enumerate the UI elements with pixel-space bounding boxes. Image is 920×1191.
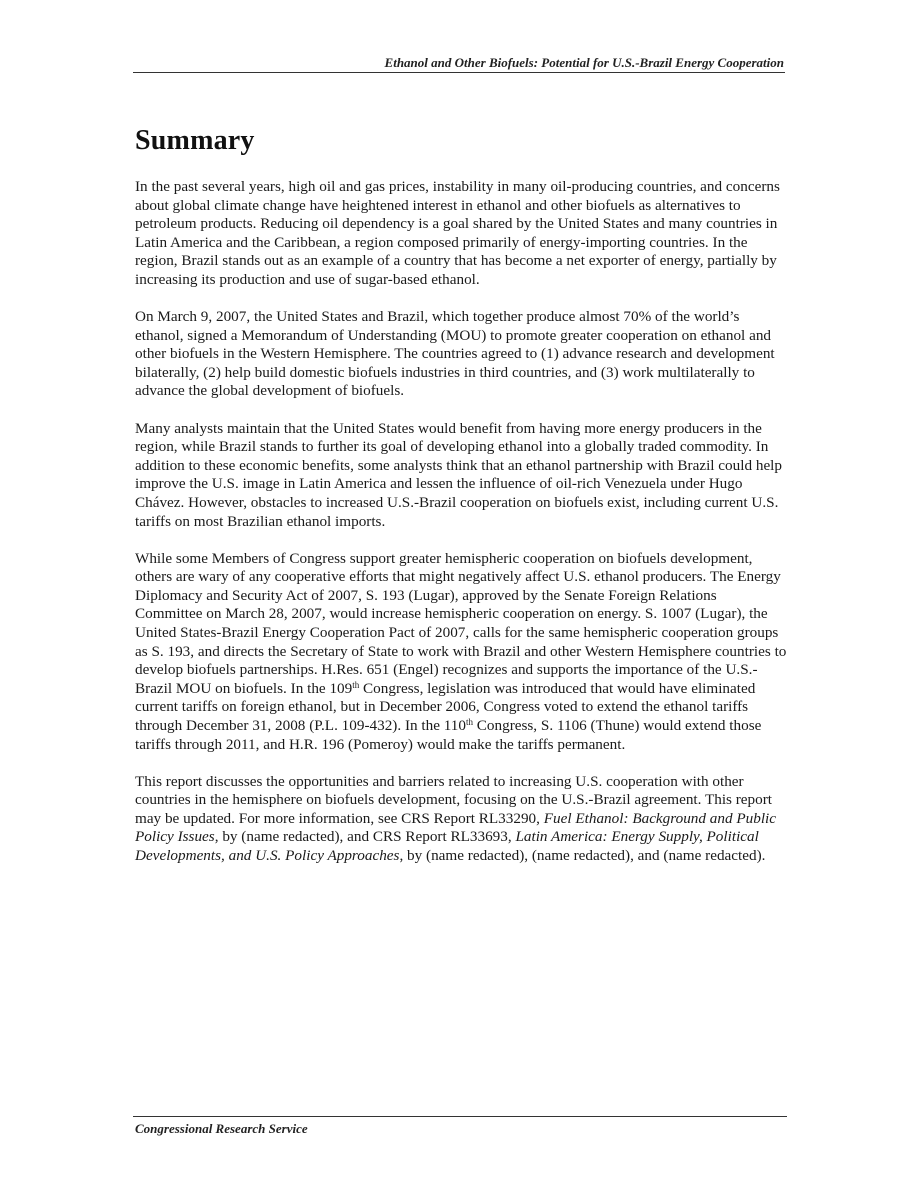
paragraph-3: Many analysts maintain that the United States would benefit from having more energy producers in the region, while Brazil stands to further its goal of developing ethanol into a globally traded commodity. In addition to these economic benefits, some analysts think that an ethanol partnership with Brazil could help improve the U.S. image in Latin America and lessen the influence of oil-rich Venezuela under Hugo Chávez. However, obstacles to increased U.S.-Brazil cooperation on biofuels exist, including current U.S. tariffs on most Brazilian ethanol imports. <box>135 419 782 530</box>
summary-body <box>135 178 787 884</box>
ordinal-superscript: th <box>352 679 360 690</box>
paragraph-4-text-b: Congress, legislation was introduced that would have eliminated current tariffs on foreign ethanol, but in December 2006, Congress voted to extend the ethanol tariffs through December 31, 2008 (P.L. 109-432). In the 110 <box>135 679 756 734</box>
paragraph-5 <box>135 773 787 866</box>
running-header-title: Ethanol and Other Biofuels: Potential for U.S.-Brazil Energy Cooperation <box>384 55 784 70</box>
paragraph-5-text-a: This report discusses the opportunities and barriers related to increasing U.S. cooperation with other countries in the hemisphere on biofuels development, focusing on the U.S.-Brazil agreement. This report may be updated. For more information, see CRS Report RL33290, <box>135 772 773 827</box>
ordinal-superscript: th <box>465 716 473 727</box>
paragraph-4 <box>135 550 787 755</box>
paragraph-1: In the past several years, high oil and gas prices, instability in many oil-producing countries, and concerns about global climate change have heightened interest in ethanol and other biofuels as alternatives to petroleum products. Reducing oil dependency is a goal shared by the United States and many countries in Latin America and the Caribbean, a region composed primarily of energy-importing countries. In the region, Brazil stands out as an example of a country that has become a net exporter of energy, partially by increasing its production and use of sugar-based ethanol. <box>135 178 780 288</box>
paragraph-4-text-c: Congress, S. 1106 (Thune) would extend those tariffs through 2011, and H.R. 196 (Pomeroy) would make the tariffs permanent. <box>135 716 762 753</box>
summary-heading: Summary <box>135 125 255 156</box>
report-title-reference: Fuel Ethanol: Background and Public Policy Issues <box>135 809 777 846</box>
footer-organization: Congressional Research Service <box>135 1121 308 1136</box>
report-title-reference: Latin America: Energy Supply, Political Developments, and U.S. Policy Approaches <box>135 828 759 864</box>
paragraph-4-text-a: While some Members of Congress support greater hemispheric cooperation on biofuels development, others are wary of any cooperative efforts that might negatively affect U.S. ethanol producers. The Energy Diplomacy and Security Act of 2007, S. 193 (Lugar), approved by the Senate Foreign Relations Committee on March 28, 2007, would increase hemispheric cooperation on energy. S. 1007 (Lugar), the United States-Brazil Energy Cooperation Pact of 2007, calls for the same hemispheric cooperation groups as S. 193, and directs the Secretary of State to work with Brazil and other Western Hemisphere countries to develop biofuels partnerships. H.Res. 651 (Engel) recognizes and supports the importance of the U.S.-Brazil MOU on biofuels. In the 109 <box>135 549 787 697</box>
header-rule <box>133 72 785 73</box>
paragraph-2: On March 9, 2007, the United States and Brazil, which together produce almost 70% of the world’s ethanol, signed a Memorandum of Understanding (MOU) to promote greater cooperation on ethanol and other biofuels in the Western Hemisphere. The countries agreed to (1) advance research and development bilaterally, (2) help build domestic biofuels industries in third countries, and (3) work multilaterally to advance the global development of biofuels. <box>135 308 775 400</box>
paragraph-5-text-b: , by (name redacted), and CRS Report RL33693, <box>214 828 516 846</box>
paragraph-5-text-c: , by (name redacted), (name redacted), and (name redacted). <box>399 847 766 864</box>
footer-rule <box>133 1116 787 1117</box>
